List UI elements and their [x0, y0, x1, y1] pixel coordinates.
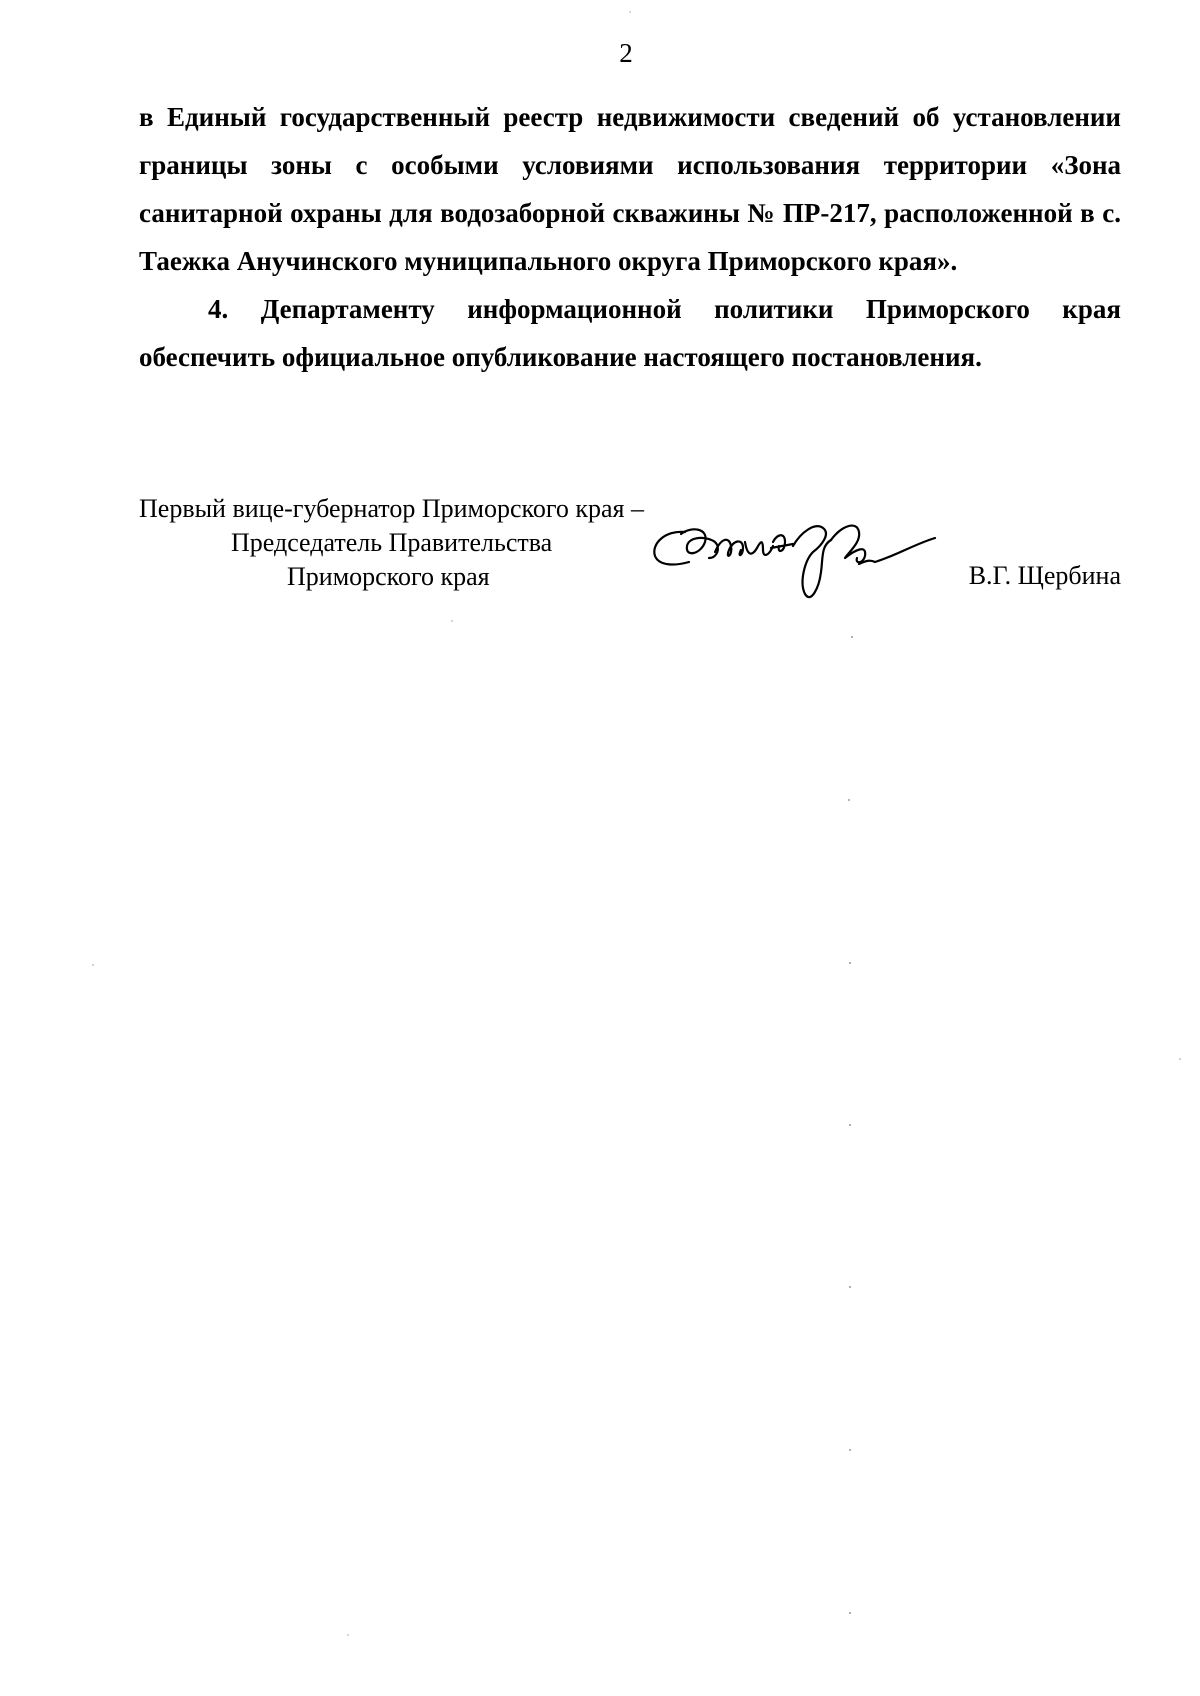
- signatory-title: [139, 492, 644, 594]
- paragraph-continuation: в Единый государственный реестр недвижимости сведений об установлении границы зоны с особыми условиями использования территории «Зона санитарной охраны для водозаборной скважины № ПР-217, расположенной в с. Таежка Анучинского муниципального округа Приморского края».: [139, 102, 1121, 276]
- signatory-title-line-2: Председатель Правительства: [231, 528, 553, 557]
- paragraph-item-4: 4. Департаменту информационной политики Приморского края обеспечить официальное опубликование настоящего постановления.: [139, 294, 1121, 372]
- signatory-title-line-3: Приморского края: [287, 562, 490, 591]
- signatory-title-line-1: Первый вице-губернатор Приморского края –: [139, 494, 644, 523]
- signer-name: В.Г. Щербина: [968, 561, 1121, 590]
- handwritten-signature: [645, 512, 945, 618]
- page-number: 2: [619, 38, 633, 68]
- document-body: [139, 93, 1121, 381]
